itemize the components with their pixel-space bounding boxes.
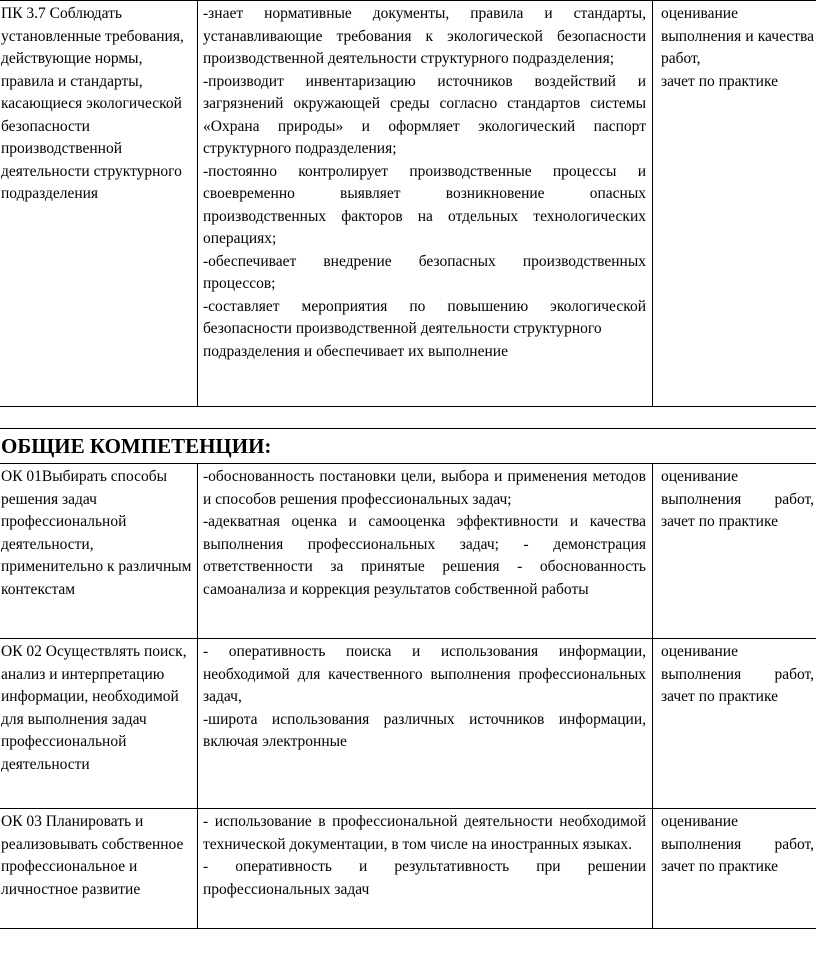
indicator-text: -производит инвентаризацию источников воздействий и загрязнений окружающей среды согласно стандартов системы «Охрана природы» и оформляет экологический паспорт структурного подразделения; (203, 72, 646, 157)
indicators-cell (198, 639, 653, 809)
competency-cell (0, 464, 198, 639)
indicator-text: -составляет мероприятия по повышению экологической безопасности производственной деятельности структурного (203, 297, 646, 337)
indicator-text: - оперативность поиска и использования информации, необходимой для качественного выполнения профессиональных задач, (203, 643, 646, 705)
assessment-cell (653, 809, 816, 929)
indicator-text: -обоснованность постановки цели, выбора и применения методов и способов решения профессиональных задач; (203, 468, 646, 508)
competency-cell (0, 809, 198, 929)
assessment-cell (653, 464, 816, 639)
pk-competency-table (0, 0, 816, 407)
assessment-text: оценивание выполнения и качества работ, (661, 5, 814, 67)
assessment-text: оценивание выполнения работ, зачет по практике (661, 468, 814, 530)
indicator-text: подразделения и обеспечивает их выполнение (203, 342, 508, 360)
assessment-text: оценивание выполнения работ, зачет по практике (661, 643, 814, 705)
competency-text: ОК 01Выбирать способы решения задач профессиональной деятельности, применительно к различным контекстам (1, 468, 192, 598)
table-row (0, 1, 816, 407)
indicator-text: -постоянно контролирует производственные процессы и своевременно выявляет возникновение опасных производственных факторов на отдельных технологических операциях; (203, 162, 646, 247)
competency-text: ОК 02 Осуществлять поиск, анализ и интерпретацию информации, необходимой для выполнения задач профессиональной деятельности (1, 643, 187, 773)
table-row (0, 464, 816, 639)
indicators-cell (198, 809, 653, 929)
indicator-text: -адекватная оценка и самооценка эффективности и качества выполнения профессиональных задач; - демонстрация ответственности за принятые решения - обоснованность самоанализа и коррекция результатов собственной работы (203, 513, 646, 598)
indicator-text: -обеспечивает внедрение безопасных производственных процессов; (203, 252, 646, 292)
indicator-text: -знает нормативные документы, правила и стандарты, устанавливающие требования к экологической безопасности производственной деятельности структурного подразделения; (203, 5, 646, 67)
section-heading: ОБЩИЕ КОМПЕТЕНЦИИ: (0, 428, 816, 463)
indicators-cell (198, 464, 653, 639)
assessment-text: оценивание выполнения работ, зачет по практике (661, 813, 814, 875)
general-competency-table (0, 463, 816, 929)
table-row (0, 809, 816, 929)
competency-text: ПК 3.7 Соблюдать установленные требования, действующие нормы, правила и стандарты, касающиеся экологической безопасности производственной деятельности структурного подразделения (1, 5, 184, 202)
assessment-text: зачет по практике (661, 72, 778, 90)
competency-cell (0, 1, 198, 407)
indicators-cell (198, 1, 653, 407)
indicator-text: -широта использования различных источников информации, включая электронные (203, 710, 646, 750)
competency-cell (0, 639, 198, 809)
assessment-cell (653, 639, 816, 809)
table-row (0, 639, 816, 809)
competency-text: ОК 03 Планировать и реализовывать собственное профессиональное и личностное развитие (1, 813, 184, 898)
indicator-text: - использование в профессиональной деятельности необходимой технической документации, в том числе на иностранных языках. (203, 813, 646, 853)
assessment-cell (653, 1, 816, 407)
indicator-text: - оперативность и результативность при решении профессиональных задач (203, 858, 646, 898)
